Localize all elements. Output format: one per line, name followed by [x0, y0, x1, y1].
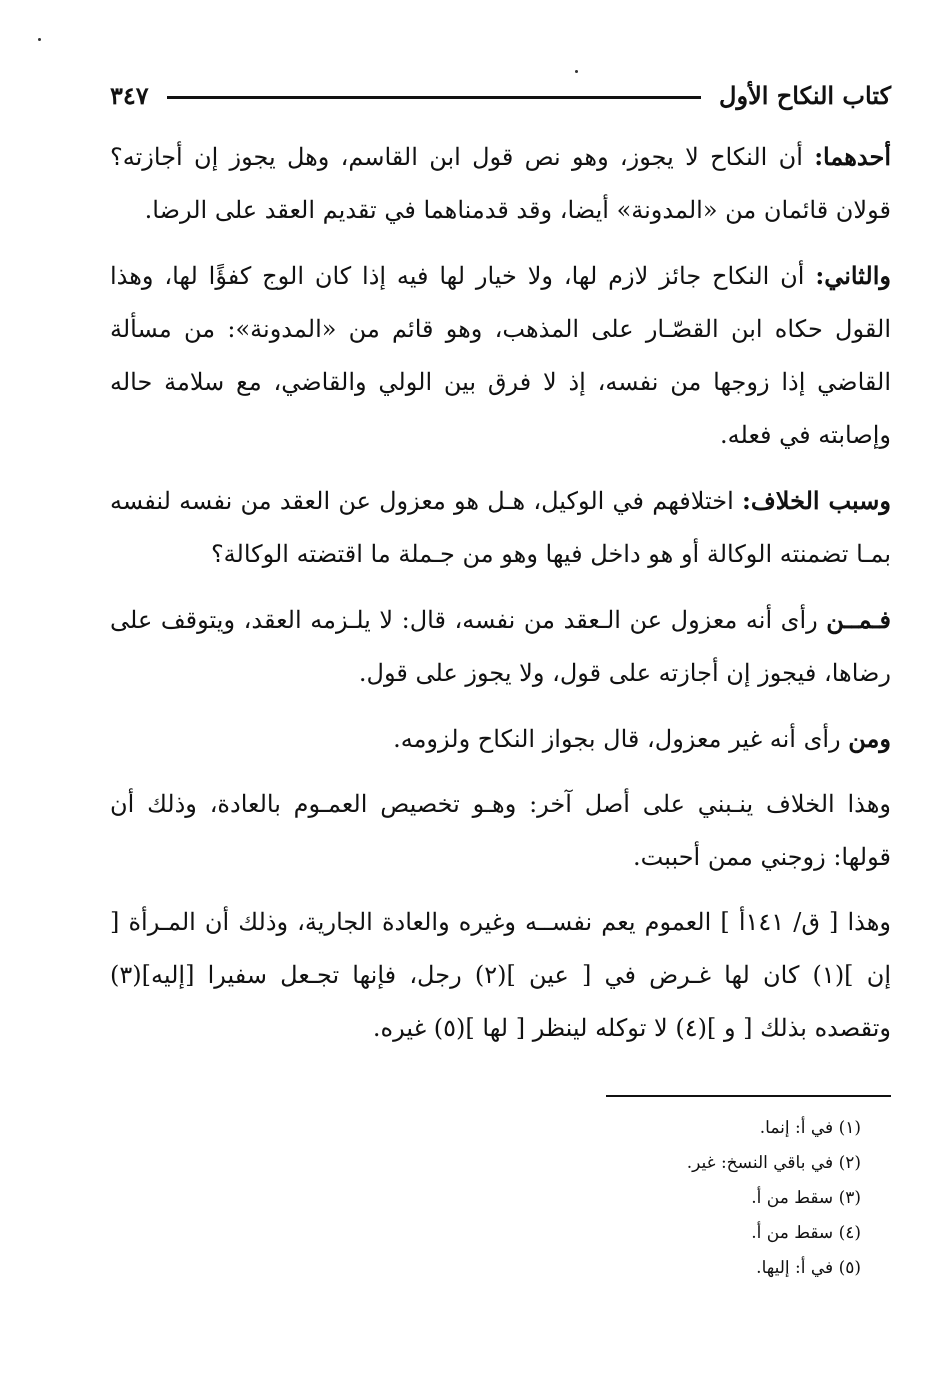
paragraph-text: وهذا الخلاف ينـبني على أصل آخر: وهـو تخصيص العمـوم بالعادة، وذلك أن قولها: زوجني ممن أحببت. — [110, 790, 891, 871]
paragraph-text: أن النكاح جائز لازم لها، ولا خيار لها فيه إذا كان الوج كفؤًا لها، وهذا القول حكاه ابن القصّـار على المذهب، وهو قائم من «المدونة»: من مسألة القاضي إذا زوجها من نفسه، إذ لا فرق بين الولي والقاضي، مع سلامة حاله وإصابته في فعله. — [110, 262, 891, 449]
footnote-separator — [606, 1095, 891, 1097]
paragraph-lead: أحدهما: — [814, 142, 891, 171]
paragraph — [110, 593, 891, 700]
paragraph — [110, 474, 891, 581]
paragraph-lead: ومن — [848, 724, 891, 753]
footnote: (٣) سقط من أ. — [751, 1188, 861, 1208]
paragraph — [110, 778, 891, 884]
paragraph-text: وهذا [ ق/ ١٤١أ ] العموم يعم نفســه وغيره والعادة الجارية، وذلك أن المـرأة [ إن ](١) كان لها غـرض في [ عين ](٢) رجل، فإنها تجـعل سفيرا [إليه](٣) وتقصده بذلك [ و ](٤) لا توكله لينظر [ لها ](٥) غيره. — [110, 908, 892, 1042]
paragraph — [110, 249, 891, 462]
running-header — [110, 70, 891, 120]
header-rule — [167, 96, 701, 99]
paragraph-lead: وسبب الخلاف: — [742, 486, 891, 515]
paragraph-lead: فـمــن — [826, 605, 891, 634]
footnote: (١) في أ: إنما. — [759, 1118, 861, 1138]
footnote: (٢) في باقي النسخ: غير. — [686, 1153, 861, 1173]
chapter-title: كتاب النكاح الأول — [719, 80, 891, 110]
book-page — [110, 70, 891, 1286]
paragraph-text: أن النكاح لا يجوز، وهو نص قول ابن القاسم، وهل يجوز إن أجازته؟ قولان قائمان من «المدونة» أيضا، وقد قدمناهما في تقديم العقد على الرضا. — [110, 143, 891, 224]
footnotes — [110, 1111, 891, 1286]
main-text — [110, 130, 891, 1055]
paragraph-text: رأى أنه معزول عن الـعقد من نفسه، قال: لا يلـزمه العقد، ويتوقف على رضاها، فيجوز إن أجازته على قول، ولا يجوز على قول. — [110, 606, 891, 687]
paragraph-lead: والثاني: — [815, 261, 891, 290]
footnote: (٤) سقط من أ. — [751, 1223, 861, 1243]
page-number: ٣٤٧ — [110, 80, 149, 110]
paragraph — [110, 896, 891, 1055]
paragraph-text: اختلافهم في الوكيل، هـل هو معزول عن العقد من نفسه لنفسه بمـا تضمنته الوكالة أو هو داخل فيها وهو من جـملة ما اقتضته الوكالة؟ — [110, 487, 891, 568]
paragraph-text: رأى أنه غير معزول، قال بجواز النكاح ولزومه. — [393, 725, 849, 753]
paragraph — [110, 712, 891, 766]
scan-speck — [38, 38, 41, 41]
paragraph — [110, 130, 891, 237]
footnote: (٥) في أ: إليها. — [756, 1258, 861, 1278]
